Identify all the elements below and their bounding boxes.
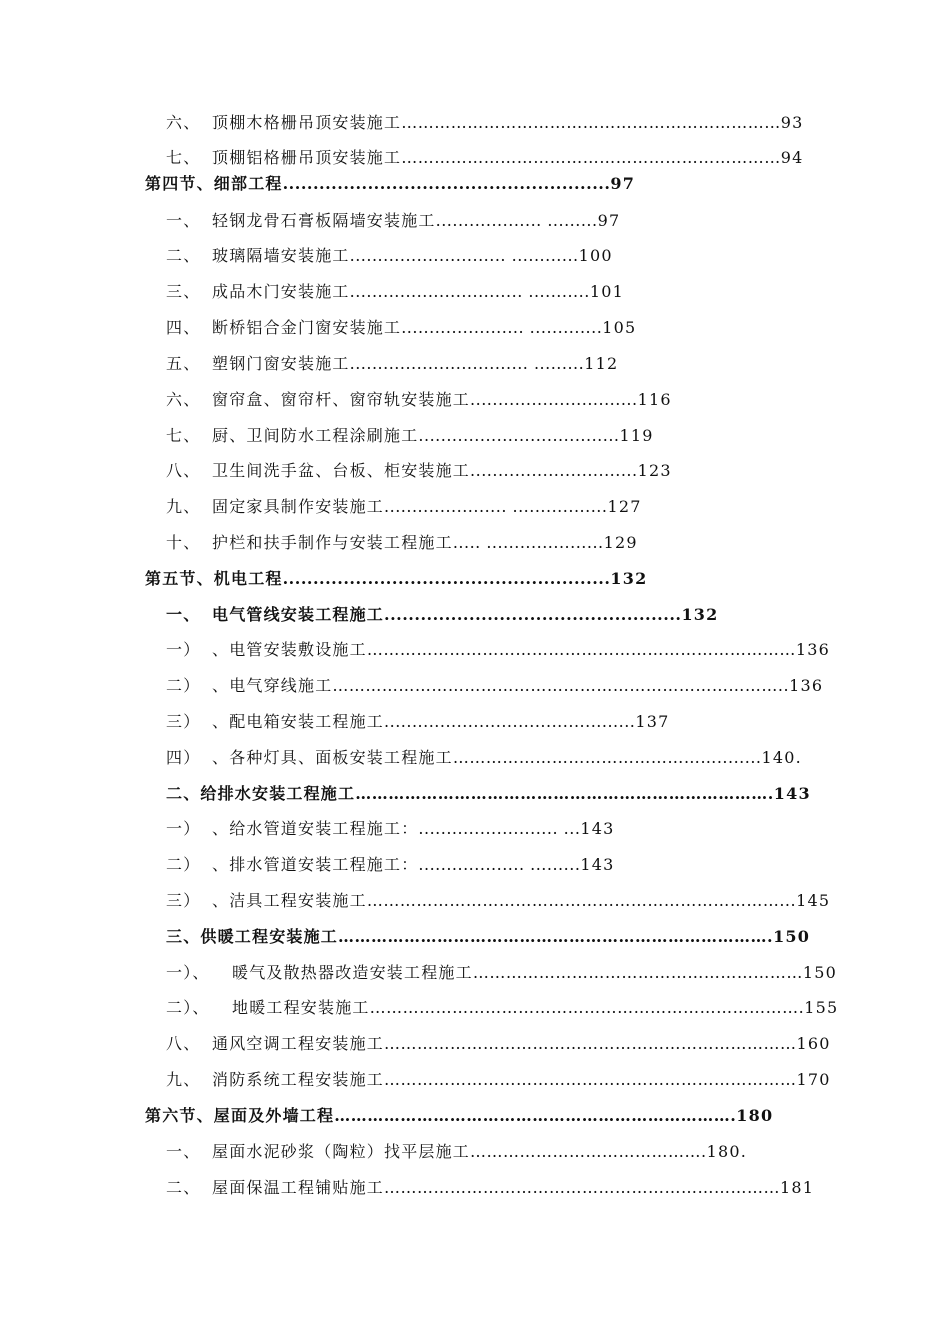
toc-entry[interactable] — [166, 1030, 833, 1058]
toc-entry-title: 消防系统工程安装施工 — [212, 1070, 385, 1089]
toc-entry[interactable] — [166, 780, 833, 808]
toc-entry-leader: ...................... ............. — [401, 318, 603, 337]
toc-entry[interactable] — [166, 314, 825, 342]
toc-entry-number: 八、 — [166, 1034, 201, 1053]
toc-entry-title: 第五节、机电工程 — [145, 569, 283, 588]
toc-entry[interactable] — [166, 1174, 823, 1202]
toc-entry-title: 、排水管道安装工程施工： — [212, 855, 419, 874]
toc-entry-title: 塑钢门窗安装施工 — [212, 354, 350, 373]
toc-entry-leader: ………………………………………………………………. — [334, 1106, 737, 1125]
toc-entry-leader: ................................ ......... — [349, 354, 585, 373]
toc-entry-title: 、配电箱安装工程施工 — [212, 712, 385, 731]
toc-entry[interactable] — [166, 529, 825, 557]
toc-entry-title: 、电管安装敷设施工 — [212, 640, 367, 659]
toc-entry-leader: …………………………………………………… — [472, 963, 803, 982]
toc-entry[interactable] — [166, 109, 815, 137]
toc-entry-page-number: 132 — [610, 569, 648, 588]
toc-entry-page-number: 155 — [804, 998, 839, 1017]
toc-entry[interactable] — [166, 708, 833, 736]
toc-entry-number: 二）、 — [166, 998, 210, 1017]
toc-entry[interactable] — [166, 601, 825, 629]
toc-entry-number: 六、 — [166, 113, 201, 132]
toc-entry[interactable] — [166, 994, 843, 1022]
toc-entry-page-number: 150 — [802, 963, 837, 982]
toc-entry-page-number: 143 — [773, 784, 811, 803]
toc-entry-number: 二） — [166, 855, 201, 874]
toc-entry-title: 、电气穿线施工 — [212, 676, 333, 695]
toc-entry-leader: ...................................................... — [282, 569, 611, 588]
toc-entry-leader: ................... ......... — [418, 855, 581, 874]
toc-entry-page-number: 181 — [780, 1178, 815, 1197]
toc-entry-number: 三） — [166, 712, 201, 731]
toc-entry-leader: ................................................. — [384, 605, 682, 624]
toc-entry-leader: ……………………………………………………………………. — [369, 998, 805, 1017]
toc-entry-number: 二、 — [166, 246, 201, 265]
toc-entry[interactable] — [166, 851, 833, 879]
toc-entry-title: 、各种灯具、面板安装工程施工 — [212, 748, 453, 767]
toc-entry-leader: …………………………………………………………………. — [355, 784, 774, 803]
toc-entry-page-number: 97 — [597, 211, 621, 230]
toc-entry-number: 四） — [166, 748, 201, 767]
toc-entry-page-number: 143 — [580, 819, 615, 838]
toc-entry-number: 一）、 — [166, 963, 210, 982]
toc-entry[interactable] — [166, 278, 825, 306]
toc-entry-title: 三、供暖工程安装施工 — [166, 927, 339, 946]
toc-entry-leader: ............................................. — [384, 712, 636, 731]
toc-entry-title: 电气管线安装工程施工 — [212, 605, 385, 624]
toc-entry-leader: ……………………………………………………………………….. — [332, 676, 790, 695]
toc-entry-title: 第四节、细部工程 — [145, 174, 283, 193]
toc-entry-leader: …………………………………………………………… — [401, 148, 781, 167]
toc-entry-leader: ……………………………………. — [470, 1142, 707, 1161]
toc-entry-title: 轻钢龙骨石膏板隔墙安装施工 — [212, 211, 436, 230]
toc-entry[interactable] — [166, 744, 840, 772]
toc-entry-number: 三） — [166, 891, 201, 910]
toc-entry-title: 断桥铝合金门窗安装施工 — [212, 318, 402, 337]
toc-entry[interactable] — [166, 923, 833, 951]
toc-entry-title: 固定家具制作安装施工 — [212, 497, 385, 516]
toc-entry[interactable] — [166, 1066, 833, 1094]
toc-entry-leader: …………………………………………........ — [452, 748, 762, 767]
toc-entry-leader: ………………………………………………………………… — [384, 1070, 797, 1089]
toc-entry-title: 地暖工程安装施工 — [232, 998, 370, 1017]
toc-entry-title: 通风空调工程安装施工 — [212, 1034, 385, 1053]
toc-entry[interactable] — [166, 887, 833, 915]
toc-entry-leader: .............................. — [470, 461, 638, 480]
toc-entry[interactable] — [166, 959, 843, 987]
toc-entry-leader: ………………………………………………………………… — [384, 1034, 797, 1053]
toc-entry-page-number: 123 — [637, 461, 672, 480]
toc-entry-number: 一、 — [166, 211, 201, 230]
toc-entry-number: 一） — [166, 640, 201, 659]
toc-entry-number: 一） — [166, 819, 201, 838]
toc-entry-page-number: 132 — [681, 605, 719, 624]
toc-entry-title: 屋面保温工程铺贴施工 — [212, 1178, 385, 1197]
toc-entry[interactable] — [166, 493, 825, 521]
toc-entry-leader: …………………………………………………………………… — [366, 640, 796, 659]
toc-entry-number: 九、 — [166, 497, 201, 516]
toc-entry-leader: ……………………………………………………………………. — [338, 927, 774, 946]
toc-entry-leader: …………………………………………………………………... — [366, 891, 797, 910]
toc-entry-title: 卫生间洗手盆、台板、柜安装施工 — [212, 461, 471, 480]
toc-entry-leader: ............................ ............ — [349, 246, 579, 265]
toc-entry-number: 六、 — [166, 390, 201, 409]
toc-entry-leader: ......................... ... — [418, 819, 581, 838]
toc-entry-leader: ................... ......... — [435, 211, 598, 230]
toc-entry-page-number: 101 — [589, 282, 624, 301]
toc-entry-title: 二、给排水安装工程施工 — [166, 784, 356, 803]
toc-entry-title: 暖气及散热器改造安装工程施工 — [232, 963, 473, 982]
toc-entry-number: 七、 — [166, 426, 201, 445]
toc-entry-title: 顶棚木格栅吊顶安装施工 — [212, 113, 402, 132]
toc-entry-leader: ..... ..................... — [452, 533, 604, 552]
toc-entry-number: 四、 — [166, 318, 201, 337]
toc-entry-title: 护栏和扶手制作与安装工程施工 — [212, 533, 453, 552]
toc-entry-leader: ............................... ........... — [349, 282, 590, 301]
toc-entry-page-number: 112 — [584, 354, 619, 373]
toc-entry[interactable] — [166, 672, 833, 700]
toc-entry[interactable] — [166, 386, 825, 414]
toc-entry-title: 第六节、屋面及外墙工程 — [145, 1106, 335, 1125]
toc-entry-number: 七、 — [166, 148, 201, 167]
toc-entry-title: 顶棚铝格栅吊顶安装施工 — [212, 148, 402, 167]
toc-entry[interactable] — [145, 170, 815, 198]
toc-entry-page-number: 150 — [773, 927, 811, 946]
toc-entry-number: 八、 — [166, 461, 201, 480]
toc-entry-number: 一、 — [166, 605, 201, 624]
toc-entry[interactable] — [166, 242, 825, 270]
toc-entry-title: 屋面水泥砂浆（陶粒）找平层施工 — [212, 1142, 471, 1161]
toc-entry-page-number: 97 — [610, 174, 636, 193]
toc-entry[interactable] — [166, 207, 815, 235]
toc-entry-number: 一、 — [166, 1142, 201, 1161]
toc-entry-title: 、洁具工程安装施工 — [212, 891, 367, 910]
toc-entry-number: 二） — [166, 676, 201, 695]
toc-entry-page-number: 145 — [796, 891, 831, 910]
toc-entry-page-number: 127 — [607, 497, 642, 516]
toc-entry-leader: ...................... ................. — [384, 497, 608, 516]
toc-entry-page-number: 180. — [706, 1142, 748, 1161]
toc-entry-page-number: 160 — [796, 1034, 831, 1053]
toc-entry-title: 、给水管道安装工程施工： — [212, 819, 419, 838]
toc-entry-title: 玻璃隔墙安装施工 — [212, 246, 350, 265]
toc-entry-page-number: 136 — [789, 676, 824, 695]
toc-entry-number: 十、 — [166, 533, 201, 552]
toc-entry[interactable] — [166, 636, 833, 664]
toc-entry-page-number: 119 — [619, 426, 654, 445]
toc-entry-leader: .................................... — [418, 426, 620, 445]
toc-entry[interactable] — [166, 422, 825, 450]
toc-entry-page-number: 137 — [635, 712, 670, 731]
toc-entry-leader: ……………………………………………………………… — [384, 1178, 781, 1197]
toc-entry-title: 厨、卫间防水工程涂刷施工 — [212, 426, 419, 445]
toc-entry-title: 成品木门安装施工 — [212, 282, 350, 301]
toc-entry-leader: .............................. — [470, 390, 638, 409]
toc-entry-page-number: 94 — [780, 148, 804, 167]
toc-entry-page-number: 100 — [578, 246, 613, 265]
toc-entry-number: 二、 — [166, 1178, 201, 1197]
toc-entry-title: 窗帘盒、窗帘杆、窗帘轨安装施工 — [212, 390, 471, 409]
toc-entry-page-number: 129 — [603, 533, 638, 552]
toc-entry-leader: ...................................................... — [282, 174, 611, 193]
toc-entry-page-number: 93 — [780, 113, 804, 132]
toc-entry-page-number: 116 — [637, 390, 672, 409]
toc-entry-leader: …………………………………………………………… — [401, 113, 781, 132]
toc-entry[interactable] — [166, 457, 825, 485]
toc-entry-page-number: 143 — [580, 855, 615, 874]
toc-entry-page-number: 140. — [761, 748, 802, 767]
toc-entry[interactable] — [166, 144, 815, 172]
toc-entry[interactable] — [145, 565, 825, 593]
toc-entry[interactable] — [166, 815, 833, 843]
toc-entry[interactable] — [166, 1138, 828, 1166]
toc-entry-number: 九、 — [166, 1070, 201, 1089]
toc-entry[interactable] — [145, 1102, 833, 1130]
toc-entry-number: 五、 — [166, 354, 201, 373]
toc-entry-page-number: 136 — [795, 640, 830, 659]
toc-entry-page-number: 170 — [796, 1070, 831, 1089]
toc-entry-page-number: 180 — [736, 1106, 774, 1125]
toc-entry[interactable] — [166, 350, 825, 378]
toc-entry-page-number: 105 — [602, 318, 637, 337]
toc-entry-number: 三、 — [166, 282, 201, 301]
